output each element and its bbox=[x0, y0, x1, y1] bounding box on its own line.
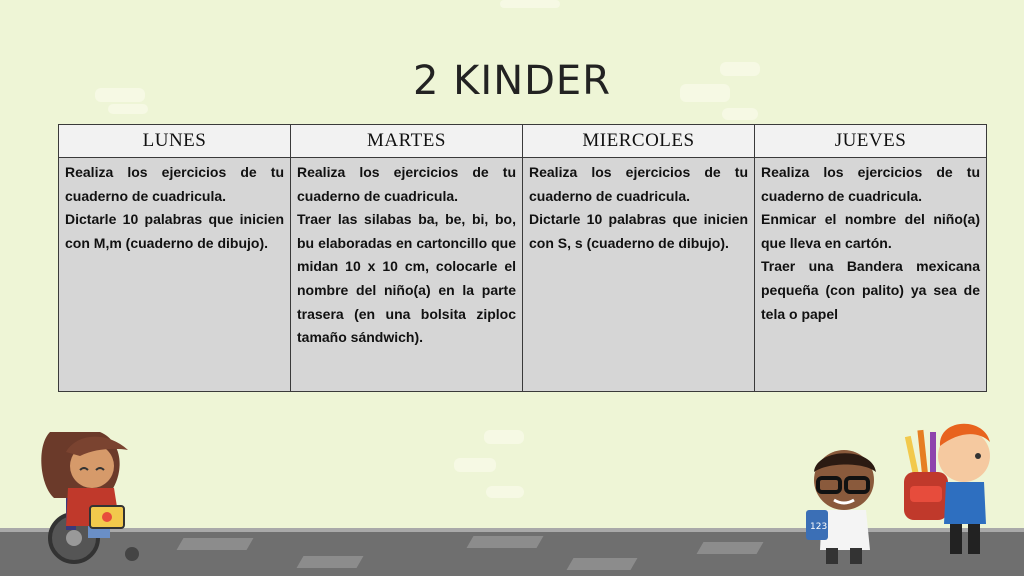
cell-miercoles bbox=[523, 158, 755, 392]
schedule-table bbox=[58, 124, 987, 392]
bg-patch bbox=[108, 104, 148, 114]
activity-text: Realiza los ejercicios de tu cuaderno de cuadricula. bbox=[529, 164, 748, 204]
activities-row bbox=[59, 158, 987, 392]
bg-patch bbox=[722, 108, 758, 120]
header-miercoles: MIERCOLES bbox=[523, 125, 755, 158]
cell-jueves bbox=[755, 158, 987, 392]
boy-backpack-illustration bbox=[898, 412, 998, 562]
activity-text: Realiza los ejercicios de tu cuaderno de cuadricula. bbox=[297, 164, 516, 204]
header-jueves: JUEVES bbox=[755, 125, 987, 158]
activity-text: Traer las silabas ba, be, bi, bo, bu elaboradas en cartoncillo que midan 10 x 10 cm, colocarle el nombre del niño(a) en la parte trasera (en una bolsita ziploc tamaño sándwich). bbox=[297, 211, 516, 346]
activity-text: Traer una Bandera mexicana pequeña (con palito) ya sea de tela o papel bbox=[761, 258, 980, 322]
activity-text: Enmicar el nombre del niño(a) que lleva en cartón. bbox=[761, 211, 980, 251]
bg-patch bbox=[486, 486, 524, 498]
girl-wheelchair-illustration bbox=[36, 426, 156, 566]
cell-martes bbox=[291, 158, 523, 392]
floor-tile bbox=[177, 538, 254, 550]
bg-patch bbox=[454, 458, 496, 472]
floor-tile bbox=[467, 536, 544, 548]
floor-tile bbox=[567, 558, 638, 570]
cell-lunes bbox=[59, 158, 291, 392]
tablet-text: 123 bbox=[810, 522, 828, 532]
activity-text: Dictarle 10 palabras que inicien con S, s (cuaderno de dibujo). bbox=[529, 211, 748, 251]
bg-patch bbox=[484, 430, 524, 444]
slide-title: 2 KINDER bbox=[413, 58, 611, 104]
header-lunes: LUNES bbox=[59, 125, 291, 158]
activity-text: Dictarle 10 palabras que inicien con M,m (cuaderno de dibujo). bbox=[65, 211, 284, 251]
activity-text: Realiza los ejercicios de tu cuaderno de cuadricula. bbox=[65, 164, 284, 204]
floor-tile bbox=[297, 556, 364, 568]
header-martes: MARTES bbox=[291, 125, 523, 158]
header-row bbox=[59, 125, 987, 158]
activity-text: Realiza los ejercicios de tu cuaderno de cuadricula. bbox=[761, 164, 980, 204]
boy-glasses-illustration bbox=[800, 438, 890, 568]
floor-tile bbox=[697, 542, 764, 554]
bg-patch bbox=[500, 0, 560, 8]
